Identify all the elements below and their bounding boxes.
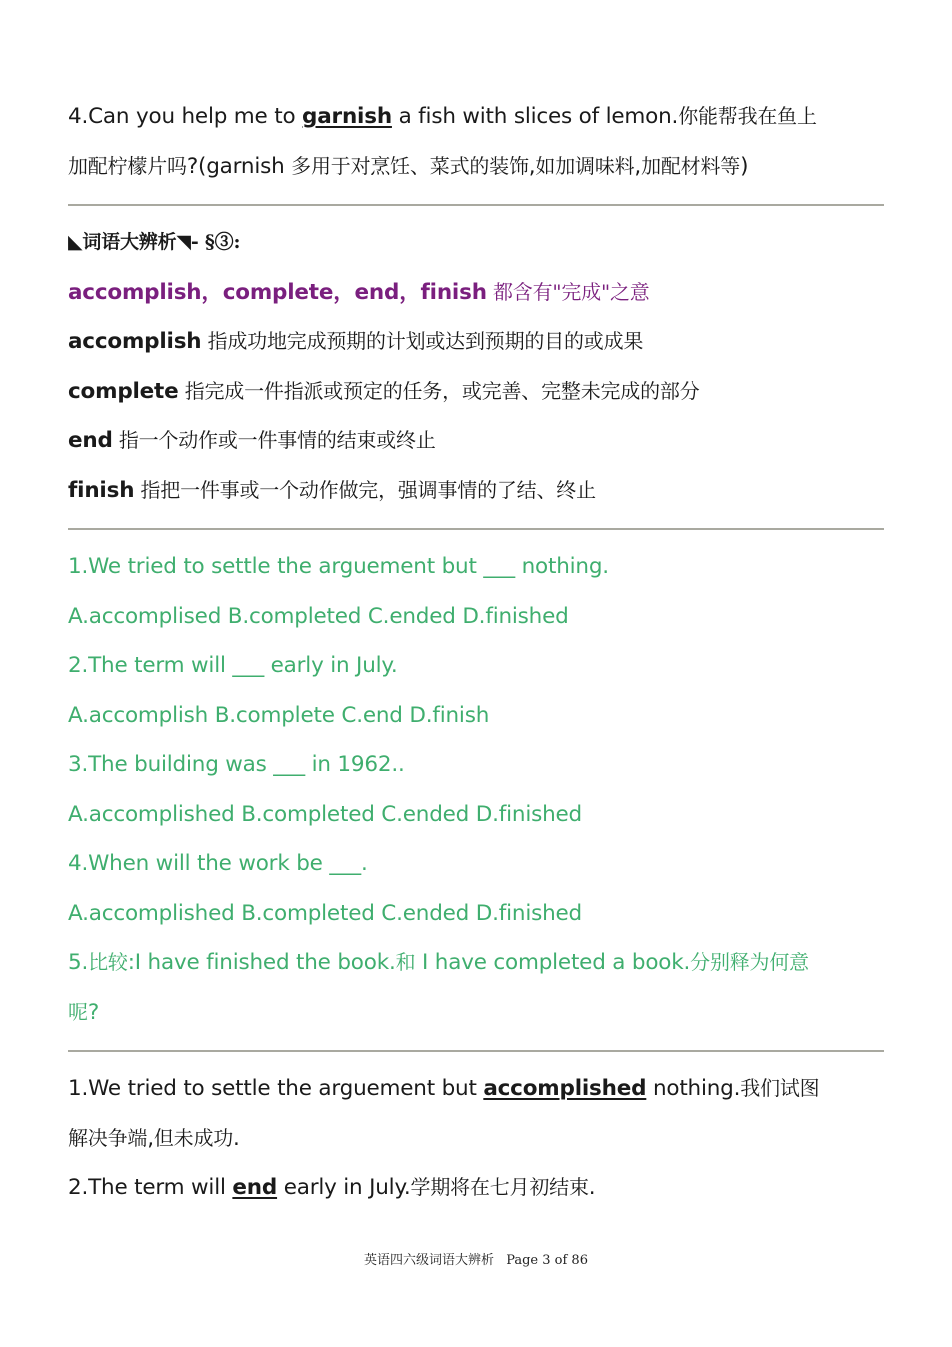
exercise-text: I have completed a book.: [415, 950, 691, 975]
definition-text: 指一个动作或一件事情的结束或终止: [112, 428, 436, 452]
example-4-line-2: [68, 142, 884, 192]
answer-sentence: 2.The term will: [68, 1175, 233, 1200]
definition-text: 指成功地完成预期的计划或达到预期的目的或成果: [201, 329, 644, 353]
word-list: accomplish，complete，end，finish: [68, 279, 487, 305]
note-text: ,: [634, 153, 642, 179]
definition-text: 指完成一件指派或预定的任务，或完善、完整未完成的部分: [178, 378, 700, 403]
divider: [68, 528, 884, 530]
answer-sentence: early in July.: [277, 1175, 411, 1200]
chinese-translation: 解决争端: [68, 1125, 148, 1150]
exercise-options: A.accomplised B.completed C.ended D.finished: [68, 603, 569, 629]
words-summary: [68, 268, 884, 318]
punctuation: .: [233, 1125, 240, 1151]
exercise-5-line-1: [68, 938, 884, 988]
chinese-translation: 你能帮我在鱼上: [678, 104, 817, 128]
answer-word: garnish: [302, 104, 392, 129]
note-text: ?(garnish: [186, 153, 292, 179]
definition-word: finish: [68, 477, 135, 503]
document-page: [68, 92, 884, 1213]
definition-word: complete: [68, 378, 179, 404]
exercise-chinese: 和: [395, 950, 416, 974]
exercise-text: ?: [87, 999, 100, 1025]
exercise-chinese: 呢: [68, 999, 88, 1024]
answer-sentence: 1.We tried to settle the arguement but: [68, 1076, 484, 1101]
page-number: Page 3 of 86: [506, 1253, 588, 1268]
word-list-meaning: 都含有"完成"之意: [486, 279, 650, 304]
definition-end: [68, 416, 884, 466]
note-text: ): [740, 153, 749, 179]
exercise-question: 4.When will the work be ___.: [68, 851, 368, 876]
exercise-text: :I have finished the book.: [127, 950, 396, 975]
exercise-question: 3.The building was ___ in 1962..: [68, 752, 405, 777]
exercise-question: 1.We tried to settle the arguement but ___ nothing.: [68, 554, 609, 579]
definition-complete: [68, 367, 884, 417]
definition-accomplish: [68, 317, 884, 367]
exercise-options: A.accomplish B.complete C.end D.finish: [68, 702, 490, 728]
definition-finish: [68, 466, 884, 516]
chinese-translation: 加配柠檬片吗: [68, 153, 187, 178]
section-heading: ◣词语大辨析◥- §③:: [68, 231, 241, 253]
exercise-chinese: 比较: [88, 950, 128, 974]
note-chinese: 多用于对烹饪、菜式的装饰: [291, 153, 529, 178]
exercise-options: A.accomplished B.completed C.ended D.finished: [68, 801, 582, 827]
example-text: 4.Can you help me to: [68, 104, 303, 129]
example-4-line-1: [68, 92, 884, 142]
answer-word: accomplished: [483, 1076, 647, 1101]
answer-1-line-2: [68, 1114, 884, 1164]
page-footer: [0, 1249, 952, 1268]
exercise-chinese: 分别释为何意: [690, 950, 809, 974]
answer-sentence: nothing.: [646, 1076, 741, 1101]
answer-1-line-1: [68, 1064, 884, 1114]
example-text: a fish with slices of lemon.: [391, 104, 679, 129]
note-chinese: 加配材料等: [641, 153, 741, 178]
note-chinese: 如加调味料: [535, 153, 635, 178]
definition-word: accomplish: [68, 329, 202, 354]
footer-title: 英语四六级词语大辨析: [364, 1253, 495, 1268]
divider: [68, 1050, 884, 1052]
exercise-text: 5.: [68, 950, 89, 975]
chinese-translation: 学期将在七月初结束: [410, 1175, 589, 1199]
punctuation: .: [588, 1175, 596, 1200]
note-text: ,: [528, 153, 536, 179]
chinese-translation: 我们试图: [740, 1076, 820, 1100]
exercise-5-line-2: [68, 988, 884, 1038]
punctuation: ,: [147, 1125, 154, 1151]
exercise-question: 2.The term will ___ early in July.: [68, 653, 398, 678]
answer-2-line: [68, 1163, 884, 1213]
definition-text: 指把一件事或一个动作做完，强调事情的了结、终止: [134, 477, 596, 502]
exercise-options: A.accomplished B.completed C.ended D.finished: [68, 900, 582, 926]
divider: [68, 204, 884, 206]
answer-word: end: [232, 1175, 278, 1200]
definition-word: end: [68, 428, 113, 453]
chinese-translation: 但未成功: [153, 1125, 234, 1150]
